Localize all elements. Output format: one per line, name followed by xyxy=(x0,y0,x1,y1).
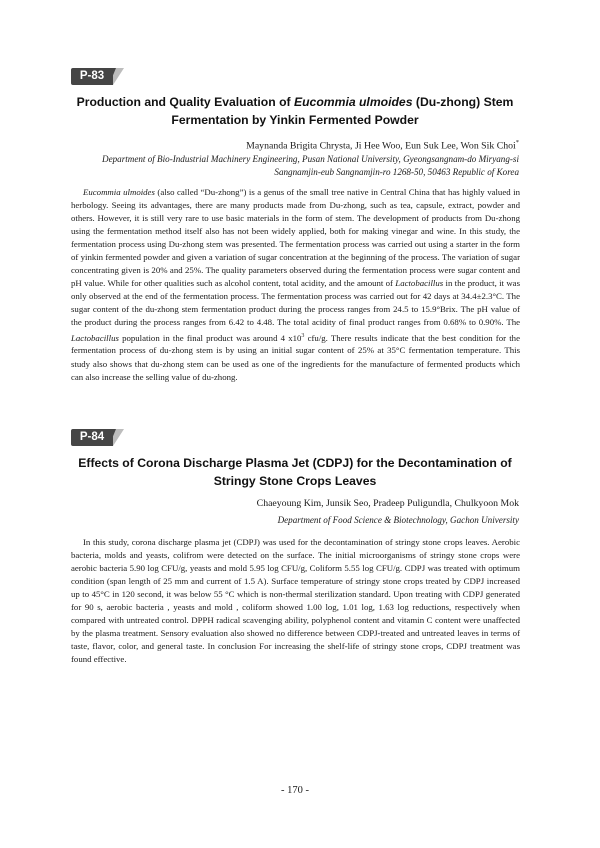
affiliation-line: Sangnamjin-eub Sangnamjin-ro 1268-50, 50463 Republic of Korea xyxy=(274,167,519,177)
title-text: Production and Quality Evaluation of xyxy=(76,95,294,109)
paper-code-badge xyxy=(71,429,127,446)
title-text: (Du-zhong) Stem Fermentation by Yinkin Fermented Powder xyxy=(171,95,514,127)
author-list: Chaeyoung Kim, Junsik Seo, Pradeep Puligundla, Chulkyoon Mok xyxy=(256,498,519,509)
abstract-text: in the product, it was only observed at the end of the fermentation process. The fermentation process was carried out for 42 days at 34.4±2.3°C. The sugar content of the du-zhong stem fermentation product during the process ranges from 24.5 to 15.9°Brix. The pH value of the product during the process ranges from 6.42 to 4.48. The total acidity of final product ranges from 0.68% to 0.90%. The xyxy=(71,278,520,328)
species-name: Lactobacillus xyxy=(395,278,444,289)
corresponding-author-mark: * xyxy=(515,139,519,146)
author-list xyxy=(69,136,519,152)
abstract xyxy=(71,186,520,384)
title-species: Eucommia ulmoides xyxy=(293,95,413,109)
abstract-text: (also called “Du-zhong”) is a genus of the small tree native in Central China that has highly valued in herbology. Seeing its advantages, there are many products made from Du-zhong, such as tea, capsule, extract, powder and others. However, it is still very rare to use basic materials in the form of stem. The development of products from Du-zhong using the fermentation method itself also has not been widely applied, both for making vinegar and wine. In this study, the fermentation process using Du-zhong stem was presented. The fermentation process was carried out using a starter in the form of yinkin fermented powder and given a variation of sugar concentration at the beginning of the process. The variation of sugar concentrating given is 20% and 25%. The quality parameters observed during the fermentation process were sugar content and pH value. While for other qualities such as alcohol content, total acidity, and the amount of xyxy=(71,187,520,289)
paper-code-badge xyxy=(71,68,127,85)
authors-text: Maynanda Brigita Chrysta, Ji Hee Woo, Eun Suk Lee, Won Sik Choi xyxy=(246,140,516,152)
affiliation: Department of Food Science & Biotechnology, Gachon University xyxy=(277,515,519,525)
abstract-text: cfu/g. There results indicate that the best condition for the fermentation process of du-zhong stem is by using an initial sugar content of 25% at 35°C fermentation temperature. This study also shows that du-zhong stem can be used as one of the ingredients for the manufacture of fermented products which can also increase the selling value of du-zhong. xyxy=(71,332,520,382)
paper-code: P-84 xyxy=(71,429,113,446)
exponent: 3 xyxy=(301,332,305,339)
paper-title: Effects of Corona Discharge Plasma Jet (CDPJ) for the Decontamination of Stringy Stone Crops Leaves xyxy=(78,456,512,488)
paper-title xyxy=(60,94,530,129)
paper-code: P-83 xyxy=(71,68,113,85)
abstract: In this study, corona discharge plasma jet (CDPJ) was used for the decontamination of stringy stone crops leaves. Aerobic bacteria, molds and yeasts, colifrom were detected on the surface. The initial microorganisms of stringy stone crops were aerobic bacteria 5.90 log CFU/g, yeasts and mold 5.95 log CFU/g, Coliform 5.55 log CFU/g. CDPJ was treated with optimum condition (span length of 25 mm and current of 1.5 A). Surface temperature of stringy stone crops treated by CDPJ increased up to 45°C in 120 second, it was below 55 °C which is non-thermal sterilization standard. Upon treating with CDPJ generated for 90 s, aerobic bacteria , yeasts and mold , coliform showed 1.00 log, 1.01 log, 1.63 log reductions, respectively when compared with untreated control. DPPH radical scavenging ability, polyphenol content and vitamin C content were unaffected by the plasma treatment. Sensory evaluation also showed no difference between CDPJ-treated and untreated leaves in terms of taste, flavor, color, and general taste. In conclusion For increasing the shelf-life of stringy stone crops, CDPJ treatment was found effective. xyxy=(71,537,520,665)
affiliation-line: Department of Bio-Industrial Machinery Engineering, Pusan National University, Gyeongsangnam-do Miryang-si xyxy=(102,154,519,164)
affiliation xyxy=(59,153,519,179)
abstract-text: population in the final product was around 4 x10 xyxy=(118,332,302,343)
species-name: Eucommia ulmoides xyxy=(83,187,155,197)
page-number: - 170 - xyxy=(281,785,309,796)
species-name: Lactobacillus xyxy=(71,332,119,343)
